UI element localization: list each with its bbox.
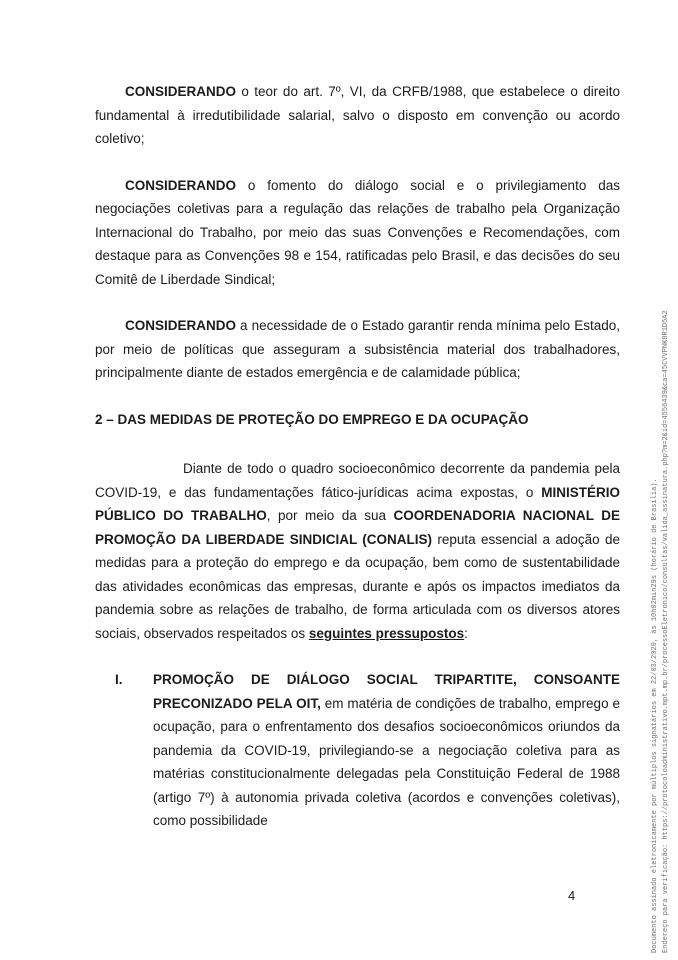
- list-item-1-body: PROMOÇÃO DE DIÁLOGO SOCIAL TRIPARTITE, CONSOANTE PRECONIZADO PELA OIT, em matéria de condições de trabalho, emprego e ocupação, para o enfrentamento dos desafios socioeconômicos oriundos da pandemia da COVID-19, privilegiando-se a negociação coletiva para as matérias constitucionalmente delegadas pela Constituição Federal de 1988 (artigo 7º) à autonomia privada coletiva (acordos e convenções coletivas), como possibilidade: [153, 672, 620, 828]
- paragraph-considerando-2: CONSIDERANDO o fomento do diálogo social e o privilegiamento das negociações coletivas para a regulação das relações de trabalho pela Organização Internacional do Trabalho, por meio das suas Convenções e Recomendações, com destaque para as Convenções 98 e 154, ratificadas pelo Brasil, e das decisões do seu Comitê de Liberdade Sindical;: [95, 177, 620, 287]
- document-content: [95, 80, 620, 833]
- paragraph-considerando-3: CONSIDERANDO a necessidade de o Estado garantir renda mínima pelo Estado, por meio de políticas que asseguram a subsistência material dos trabalhadores, principalmente diante de estados emergência e de calamidade pública;: [95, 318, 620, 380]
- signature-verification-url-line: Endereço para verificação: https://protocoloadministrativo.mpt.mp.br/processoEletronico/consultas/valida_assinatura.php?m=2&id=4556439&ca=45CVVPNK8R1D5A2: [662, 310, 670, 953]
- signature-statement-line: Documento assinado eletronicamente por múltiplos signatários em 22/03/2020, às 10h02min29s (horário de Brasília).: [651, 478, 659, 953]
- paragraph-considerando-1: CONSIDERANDO o teor do art. 7º, VI, da CRFB/1988, que estabelece o direito fundamental à irredutibilidade salarial, salvo o disposto em convenção ou acordo coletivo;: [95, 84, 620, 146]
- signature-vertical-text: [650, 241, 672, 953]
- section-heading-medidas: 2 – DAS MEDIDAS DE PROTEÇÃO DO EMPREGO E DA OCUPAÇÃO: [95, 411, 529, 427]
- page-number: 4: [568, 888, 576, 903]
- list-item-1-marker: I.: [115, 672, 123, 687]
- paragraph-diante: Diante de todo o quadro socioeconômico decorrente da pandemia pela COVID-19, e das fundamentações fático-jurídicas acima expostas, o MINISTÉRIO PÚBLICO DO TRABALHO, por meio da sua COORDENADORIA NACIONAL DE PROMOÇÃO DA LIBERDADE SINDICIAL (CONALIS) reputa essencial a adoção de medidas para a proteção do emprego e da ocupação, bem como de sustentabilidade das atividades econômicas das empresas, durante e após os impactos imediatos da pandemia sobre as relações de trabalho, de forma articulada com os diversos atores sociais, observados respeitados os seguintes pressupostos:: [95, 461, 621, 641]
- list-item-1: [115, 668, 620, 833]
